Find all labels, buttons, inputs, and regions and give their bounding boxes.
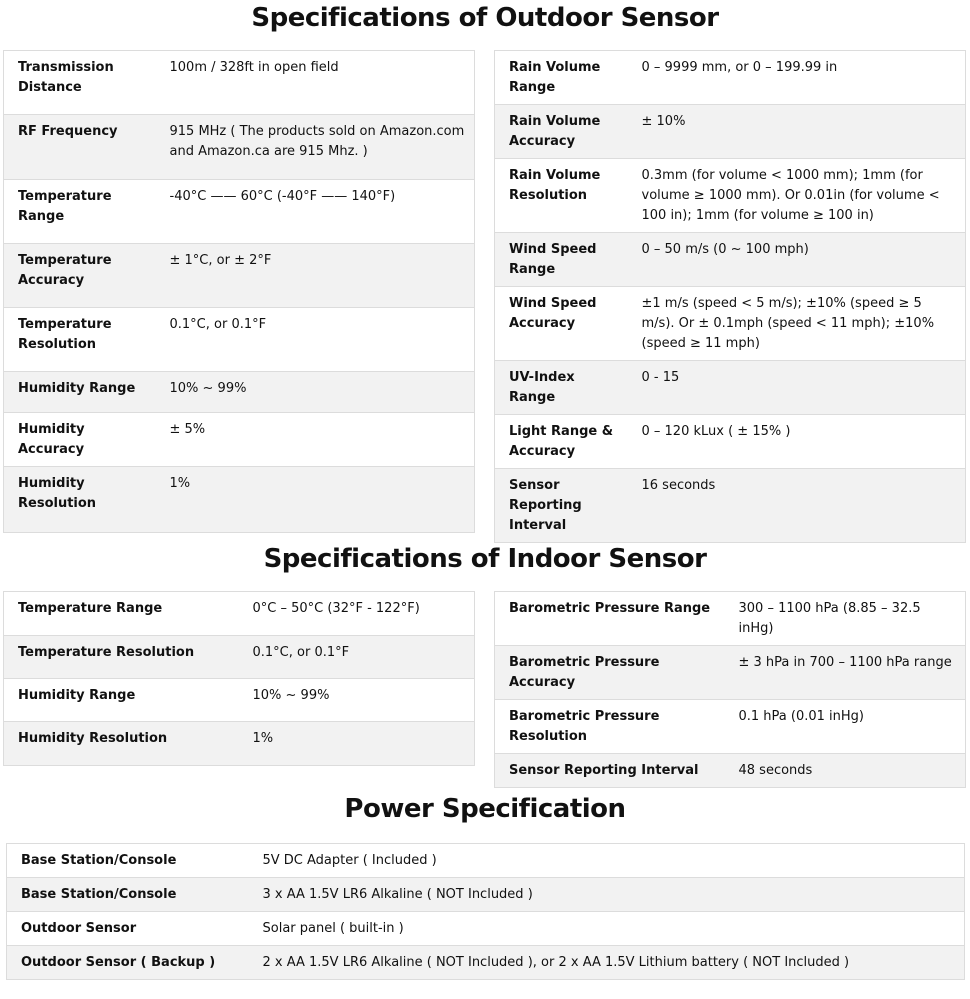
spec-row: [7, 946, 965, 980]
spec-label: Humidity Resolution: [4, 467, 156, 533]
spec-value: 0 – 120 kLux ( ± 15% ): [628, 415, 966, 469]
spec-label: Temperature Resolution: [4, 636, 239, 679]
spec-label: Sensor Reporting Interval: [495, 469, 628, 543]
spec-row: [4, 372, 475, 413]
indoor-spec-table-right: [494, 591, 966, 788]
spec-label: Light Range & Accuracy: [495, 415, 628, 469]
spec-row: [4, 308, 475, 372]
spec-label: Outdoor Sensor: [7, 912, 249, 946]
spec-row: [4, 592, 475, 636]
spec-label: Humidity Range: [4, 679, 239, 722]
spec-label: Wind Speed Accuracy: [495, 287, 628, 361]
spec-row: [4, 51, 475, 115]
spec-value: ± 10%: [628, 105, 966, 159]
spec-row: [4, 467, 475, 533]
spec-row: [4, 722, 475, 766]
spec-label: Sensor Reporting Interval: [495, 754, 725, 788]
spec-row: [7, 912, 965, 946]
outdoor-title: Specifications of Outdoor Sensor: [251, 3, 719, 33]
spec-value: 16 seconds: [628, 469, 966, 543]
spec-value: 2 x AA 1.5V LR6 Alkaline ( NOT Included ), or 2 x AA 1.5V Lithium battery ( NOT Included ): [249, 946, 965, 980]
spec-value: ±1 m/s (speed < 5 m/s); ±10% (speed ≥ 5 m/s). Or ± 0.1mph (speed < 11 mph); ±10% (speed ≥ 11 mph): [628, 287, 966, 361]
spec-label: Temperature Accuracy: [4, 244, 156, 308]
spec-label: Rain Volume Accuracy: [495, 105, 628, 159]
spec-label: Rain Volume Range: [495, 51, 628, 105]
spec-value: 0.1 hPa (0.01 inHg): [725, 700, 966, 754]
spec-row: [495, 646, 966, 700]
spec-value: 5V DC Adapter ( Included ): [249, 844, 965, 878]
spec-value: 10% ~ 99%: [156, 372, 475, 413]
spec-row: [4, 244, 475, 308]
spec-label: Humidity Resolution: [4, 722, 239, 766]
spec-row: [495, 415, 966, 469]
spec-label: Outdoor Sensor ( Backup ): [7, 946, 249, 980]
spec-value: 1%: [239, 722, 475, 766]
spec-row: [7, 844, 965, 878]
spec-label: Barometric Pressure Range: [495, 592, 725, 646]
outdoor-spec-table-left: [3, 50, 475, 533]
spec-label: Base Station/Console: [7, 844, 249, 878]
spec-row: [495, 592, 966, 646]
spec-value: 0 - 15: [628, 361, 966, 415]
spec-label: Transmission Distance: [4, 51, 156, 115]
spec-row: [495, 700, 966, 754]
spec-label: Base Station/Console: [7, 878, 249, 912]
spec-label: Wind Speed Range: [495, 233, 628, 287]
spec-value: 100m / 328ft in open field: [156, 51, 475, 115]
spec-value: 0.1°C, or 0.1°F: [239, 636, 475, 679]
spec-row: [495, 159, 966, 233]
spec-value: 0 – 50 m/s (0 ~ 100 mph): [628, 233, 966, 287]
spec-row: [495, 233, 966, 287]
spec-value: ± 1°C, or ± 2°F: [156, 244, 475, 308]
spec-value: Solar panel ( built-in ): [249, 912, 965, 946]
spec-value: 0.1°C, or 0.1°F: [156, 308, 475, 372]
spec-value: ± 5%: [156, 413, 475, 467]
power-title: Power Specification: [344, 794, 626, 824]
spec-value: -40°C —— 60°C (-40°F —— 140°F): [156, 180, 475, 244]
spec-label: Barometric Pressure Resolution: [495, 700, 725, 754]
spec-value: 48 seconds: [725, 754, 966, 788]
spec-value: 10% ~ 99%: [239, 679, 475, 722]
spec-row: [495, 361, 966, 415]
spec-row: [495, 287, 966, 361]
spec-row: [495, 469, 966, 543]
spec-label: Temperature Resolution: [4, 308, 156, 372]
spec-row: [495, 754, 966, 788]
spec-value: 0°C – 50°C (32°F - 122°F): [239, 592, 475, 636]
indoor-spec-table-left: [3, 591, 475, 766]
spec-value: 0 – 9999 mm, or 0 – 199.99 in: [628, 51, 966, 105]
spec-value: 300 – 1100 hPa (8.85 – 32.5 inHg): [725, 592, 966, 646]
spec-value: 915 MHz ( The products sold on Amazon.com and Amazon.ca are 915 Mhz. ): [156, 115, 475, 180]
spec-row: [495, 105, 966, 159]
power-spec-table: [6, 843, 965, 980]
indoor-title: Specifications of Indoor Sensor: [263, 544, 707, 574]
spec-value: 3 x AA 1.5V LR6 Alkaline ( NOT Included ): [249, 878, 965, 912]
spec-value: ± 3 hPa in 700 – 1100 hPa range: [725, 646, 966, 700]
spec-label: RF Frequency: [4, 115, 156, 180]
spec-label: Temperature Range: [4, 180, 156, 244]
spec-label: Temperature Range: [4, 592, 239, 636]
spec-row: [4, 180, 475, 244]
spec-label: Humidity Range: [4, 372, 156, 413]
spec-value: 1%: [156, 467, 475, 533]
spec-row: [495, 51, 966, 105]
spec-row: [4, 413, 475, 467]
outdoor-spec-table-right: [494, 50, 966, 543]
spec-label: Barometric Pressure Accuracy: [495, 646, 725, 700]
spec-row: [4, 115, 475, 180]
spec-row: [7, 878, 965, 912]
spec-row: [4, 636, 475, 679]
spec-value: 0.3mm (for volume < 1000 mm); 1mm (for volume ≥ 1000 mm). Or 0.01in (for volume < 100 in); 1mm (for volume ≥ 100 in): [628, 159, 966, 233]
spec-label: Humidity Accuracy: [4, 413, 156, 467]
spec-label: UV-Index Range: [495, 361, 628, 415]
spec-label: Rain Volume Resolution: [495, 159, 628, 233]
spec-row: [4, 679, 475, 722]
